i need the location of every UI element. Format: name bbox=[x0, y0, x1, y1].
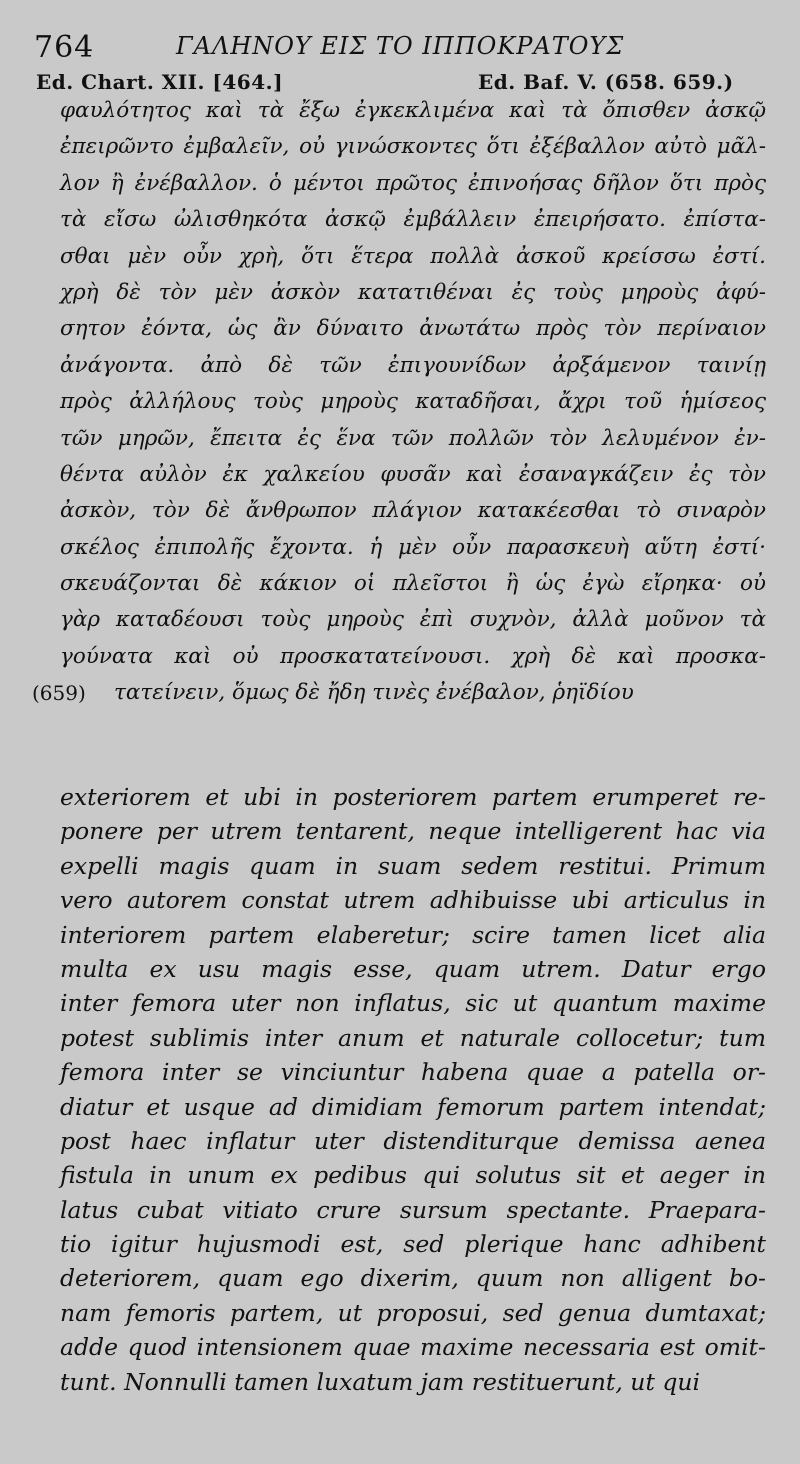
greek-line: σκέλος ἐπιπολῆς ἔχοντα. ἡ μὲν οὖν παρασκευὴ αὕτη ἐστί· bbox=[60, 534, 766, 560]
greek-line: γὰρ καταδέουσι τοὺς μηροὺς ἐπὶ συχνὸν, ἀλλὰ μοῦνον τὰ bbox=[60, 607, 766, 633]
greek-line: λον ἢ ἐνέβαλλον. ὁ μέντοι πρῶτος ἐπινοήσας δῆλον ὅτι πρὸς bbox=[60, 170, 766, 196]
greek-line-with-marker bbox=[32, 675, 766, 711]
latin-line: multa ex usu magis esse, quam utrem. Datur ergo bbox=[60, 954, 766, 983]
greek-line: τῶν μηρῶν, ἔπειτα ἐς ἕνα τῶν πολλῶν τὸν λελυμένον ἐν- bbox=[60, 425, 766, 451]
greek-line: πρὸς ἀλλήλους τοὺς μηροὺς καταδῆσαι, ἄχρι τοῦ ἡμίσεος bbox=[60, 389, 766, 415]
latin-line: deteriorem, quam ego dixerim, quum non alligent bo- bbox=[60, 1264, 766, 1293]
greek-text-block bbox=[32, 93, 766, 712]
latin-line: ponere per utrem tentarent, neque intelligerent hac via bbox=[60, 817, 766, 846]
latin-line: tunt. Nonnulli tamen luxatum jam restituerunt, ut qui bbox=[60, 1367, 701, 1396]
greek-line: φαυλότητος καὶ τὰ ἔξω ἐγκεκλιμένα καὶ τὰ ὄπισθεν ἀσκῷ bbox=[60, 98, 766, 123]
latin-line: expelli magis quam in suam sedem restitui. Primum bbox=[60, 851, 766, 880]
greek-line: σητον ἐόντα, ὡς ἂν δύναιτο ἀνωτάτω πρὸς τὸν περίναιον bbox=[60, 316, 766, 342]
latin-line: exteriorem et ubi in posteriorem partem erumperet re- bbox=[60, 783, 766, 811]
latin-line: tio igitur hujusmodi est, sed plerique hanc adhibent bbox=[60, 1230, 766, 1259]
latin-line: latus cubat vitiato crure sursum spectante. Praepara- bbox=[60, 1195, 766, 1224]
greek-line: γούνατα καὶ οὐ προσκατατείνουσι. χρὴ δὲ καὶ προσκα- bbox=[60, 643, 766, 669]
latin-line: diatur et usque ad dimidiam femorum partem intendat; bbox=[60, 1092, 766, 1121]
greek-line: τὰ εἴσω ὠλισθηκότα ἀσκῷ ἐμβάλλειν ἐπειρήσατο. ἐπίστα- bbox=[60, 207, 766, 233]
latin-line: femora inter se vinciuntur habena quae a patella or- bbox=[60, 1058, 766, 1087]
latin-text-block bbox=[60, 780, 766, 1399]
latin-line: potest sublimis inter anum et naturale collocetur; tum bbox=[60, 1023, 766, 1052]
edition-reference-left: Ed. Chart. XII. [464.] bbox=[36, 70, 284, 94]
basel-page-marker: (659) bbox=[32, 681, 86, 706]
latin-line: vero autorem constat utrem adhibuisse ubi articulus in bbox=[60, 886, 766, 915]
greek-line: σκευάζονται δὲ κάκιον οἱ πλεῖστοι ἢ ὡς ἐγὼ εἴρηκα· οὐ bbox=[60, 571, 766, 597]
latin-line: nam femoris partem, ut proposui, sed genua dumtaxat; bbox=[60, 1298, 766, 1327]
latin-line: post haec inflatur uter distenditurque demissa aenea bbox=[60, 1126, 766, 1155]
greek-line: ἐπειρῶντο ἐμβαλεῖν, οὐ γινώσκοντες ὅτι ἐξέβαλλον αὐτὸ μᾶλ- bbox=[60, 134, 766, 160]
latin-line: inter femora uter non inflatus, sic ut quantum maxime bbox=[60, 989, 766, 1018]
greek-line: θέντα αὐλὸν ἐκ χαλκείου φυσᾶν καὶ ἐσαναγκάζειν ἐς τὸν bbox=[60, 461, 766, 487]
page-number: 764 bbox=[34, 30, 95, 65]
greek-line-text: τατείνειν, ὅμως δὲ ἤδη τινὲς ἐνέβαλον, ῥηϊδίου bbox=[114, 680, 634, 706]
latin-line: fistula in unum ex pedibus qui solutus sit et aeger in bbox=[60, 1161, 766, 1190]
latin-line: adde quod intensionem quae maxime necessaria est omit- bbox=[60, 1333, 766, 1362]
edition-reference-right: Ed. Baf. V. (658. 659.) bbox=[478, 70, 734, 94]
running-title: ΓΑΛΗΝΟΥ ΕΙΣ ΤΟ ΙΠΠΟΚΡΑΤΟΥΣ bbox=[176, 32, 625, 60]
greek-line: ἀνάγοντα. ἀπὸ δὲ τῶν ἐπιγουνίδων ἀρξάμενον ταινίῃ bbox=[60, 352, 766, 378]
latin-line: interiorem partem elaberetur; scire tamen licet alia bbox=[60, 920, 766, 949]
greek-line: ἀσκὸν, τὸν δὲ ἄνθρωπον πλάγιον κατακέεσθαι τὸ σιναρὸν bbox=[60, 498, 766, 524]
greek-line: χρὴ δὲ τὸν μὲν ἀσκὸν κατατιθέναι ἐς τοὺς μηροὺς ἀφύ- bbox=[60, 279, 766, 305]
greek-line: σθαι μὲν οὖν χρὴ, ὅτι ἕτερα πολλὰ ἀσκοῦ κρείσσω ἐστί. bbox=[60, 243, 766, 269]
